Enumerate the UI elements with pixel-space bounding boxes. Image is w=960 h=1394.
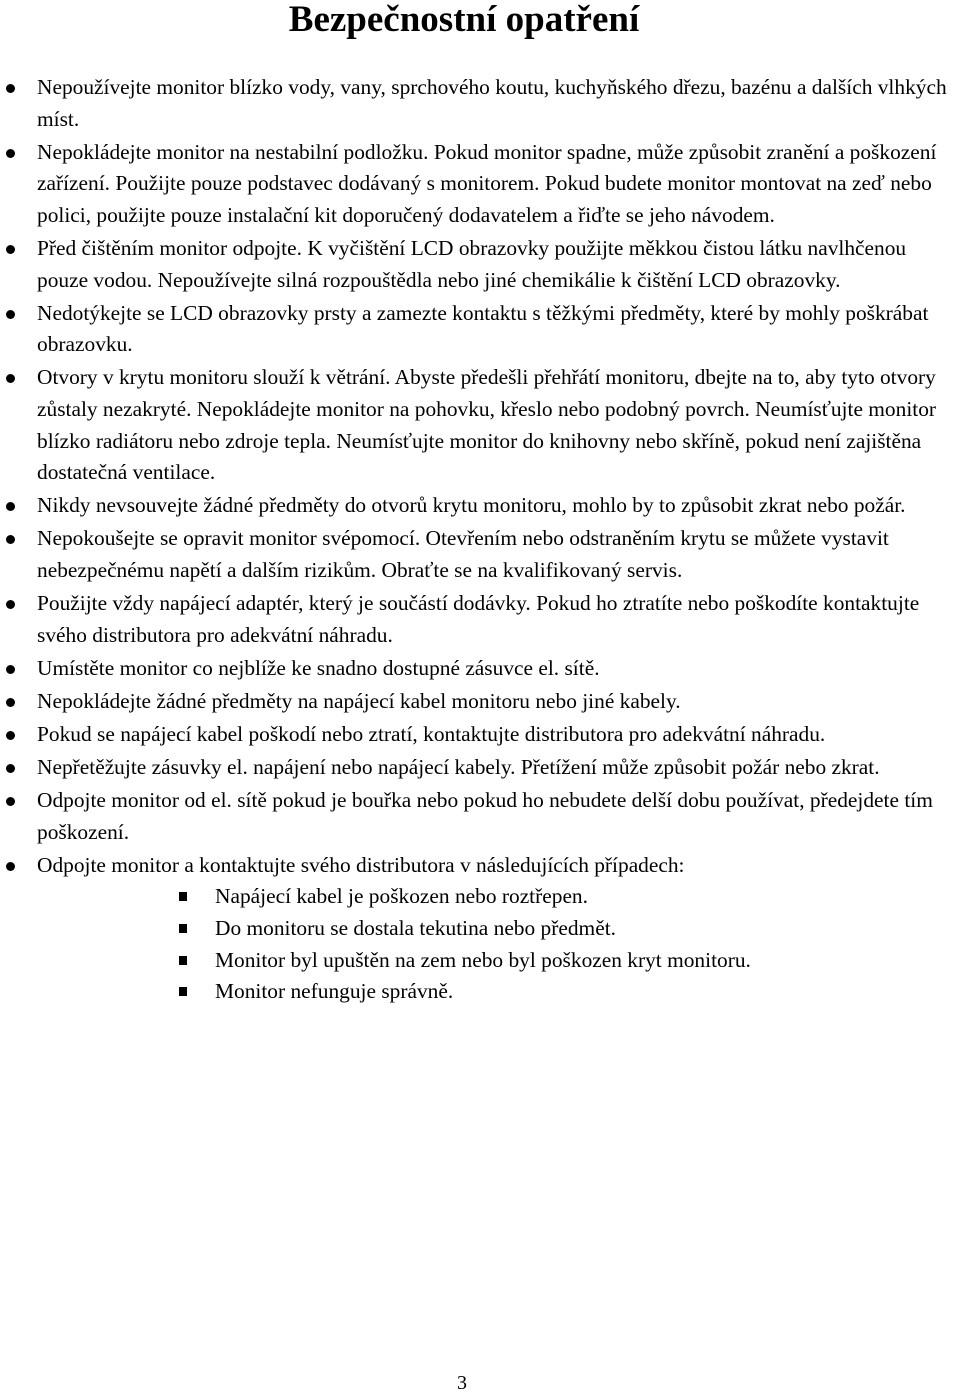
square-bullet-icon — [179, 892, 187, 901]
bullet-icon — [6, 698, 15, 707]
sub-list-item — [37, 913, 954, 945]
square-bullet-icon — [179, 956, 187, 965]
list-item-text: Otvory v krytu monitoru slouží k větrání. Abyste předešli přehřátí monitoru, dbejte na to, aby tyto otvory zůstaly nezakryté. Nepokládejte monitor na pohovku, křeslo nebo podobný povrch. Neumísťujte monitor blízko radiátoru nebo zdroje tepla. Neumísťujte monitor do knihovny nebo skříně, pokud není zajištěna dostatečná ventilace. — [37, 365, 937, 485]
sub-list-item-text: Monitor byl upuštěn na zem nebo byl poškozen kryt monitoru. — [215, 947, 751, 972]
list-item-text: Odpojte monitor a kontaktujte svého distributora v následujících případech: — [37, 852, 685, 877]
list-item-text: Nepřetěžujte zásuvky el. napájení nebo napájecí kabely. Přetížení může způsobit požár nebo zkrat. — [37, 754, 880, 779]
sub-list-item — [37, 945, 954, 977]
sub-list-item-text: Monitor nefunguje správně. — [215, 979, 454, 1004]
bullet-icon — [6, 665, 15, 674]
list-item — [0, 588, 960, 651]
list-item — [0, 719, 960, 751]
list-item — [0, 686, 960, 718]
list-item — [0, 523, 960, 586]
list-item-text: Nepokládejte žádné předměty na napájecí kabel monitoru nebo jiné kabely. — [37, 688, 681, 713]
page-number: 3 — [457, 1372, 467, 1394]
list-item-text: Nepoužívejte monitor blízko vody, vany, sprchového koutu, kuchyňského dřezu, bazénu a dalších vlhkých míst. — [37, 75, 947, 131]
page-title: Bezpečnostní opatření — [288, 0, 640, 40]
bullet-icon — [6, 535, 15, 544]
safety-list — [0, 72, 960, 1009]
list-item-text: Nepokládejte monitor na nestabilní podložku. Pokud monitor spadne, může způsobit zranění a poškození zařízení. Použijte pouze podstavec dodávaný s monitorem. Pokud budete monitor montovat na zeď nebo polici, použijte pouze instalační kit doporučený dodavatelem a řiďte se jeho návodem. — [37, 139, 937, 227]
list-item-text: Použijte vždy napájecí adaptér, který je součástí dodávky. Pokud ho ztratíte nebo poškodíte kontaktujte svého distributora pro adekvátní náhradu. — [37, 591, 920, 647]
list-item — [0, 137, 960, 232]
bullet-icon — [6, 731, 15, 740]
square-bullet-icon — [179, 924, 187, 933]
sub-list-item-text: Napájecí kabel je poškozen nebo roztřepen. — [215, 884, 588, 909]
list-item-text: Před čištěním monitor odpojte. K vyčištění LCD obrazovky použijte měkkou čistou látku navlhčenou pouze vodou. Nepoužívejte silná rozpouštědla nebo jiné chemikálie k čištění LCD obrazovky. — [37, 235, 907, 292]
list-item — [0, 785, 960, 848]
bullet-icon — [6, 245, 15, 254]
bullet-icon — [6, 797, 15, 806]
list-item — [0, 850, 960, 1008]
list-item — [0, 233, 960, 296]
square-bullet-icon — [179, 987, 187, 996]
bullet-icon — [6, 502, 15, 511]
list-item-text: Odpojte monitor od el. sítě pokud je bouřka nebo pokud ho nebudete delší dobu používat, předejdete tím poškození. — [37, 788, 933, 844]
list-item-text: Umístěte monitor co nejblíže ke snadno dostupné zásuvce el. sítě. — [37, 655, 600, 680]
list-item-text: Nedotýkejte se LCD obrazovky prsty a zamezte kontaktu s těžkými předměty, které by mohly poškrábat obrazovku. — [37, 300, 929, 357]
bullet-icon — [6, 764, 15, 773]
bullet-icon — [6, 862, 15, 871]
bullet-icon — [6, 310, 15, 319]
list-item — [0, 653, 960, 685]
list-item-text: Nepokoušejte se opravit monitor svépomocí. Otevřením nebo odstraněním krytu se můžete vystavit nebezpečnému napětí a dalším rizikům. Obraťte se na kvalifikovaný servis. — [37, 526, 889, 582]
bullet-icon — [6, 84, 15, 93]
bullet-icon — [6, 600, 15, 609]
list-item-text: Nikdy nevsouvejte žádné předměty do otvorů krytu monitoru, mohlo by to způsobit zkrat nebo požár. — [37, 493, 906, 518]
bullet-icon — [6, 149, 15, 158]
sub-list-item — [37, 976, 954, 1008]
list-item — [0, 72, 960, 135]
disconnect-cases-list — [37, 881, 954, 1007]
list-item — [0, 490, 960, 522]
sub-list-item-text: Do monitoru se dostala tekutina nebo předmět. — [215, 915, 616, 940]
list-item-text: Pokud se napájecí kabel poškodí nebo ztratí, kontaktujte distributora pro adekvátní náhradu. — [37, 721, 826, 746]
list-item — [0, 362, 960, 488]
bullet-icon — [6, 374, 15, 383]
sub-list-item — [37, 881, 954, 913]
list-item — [0, 752, 960, 784]
list-item — [0, 298, 960, 361]
